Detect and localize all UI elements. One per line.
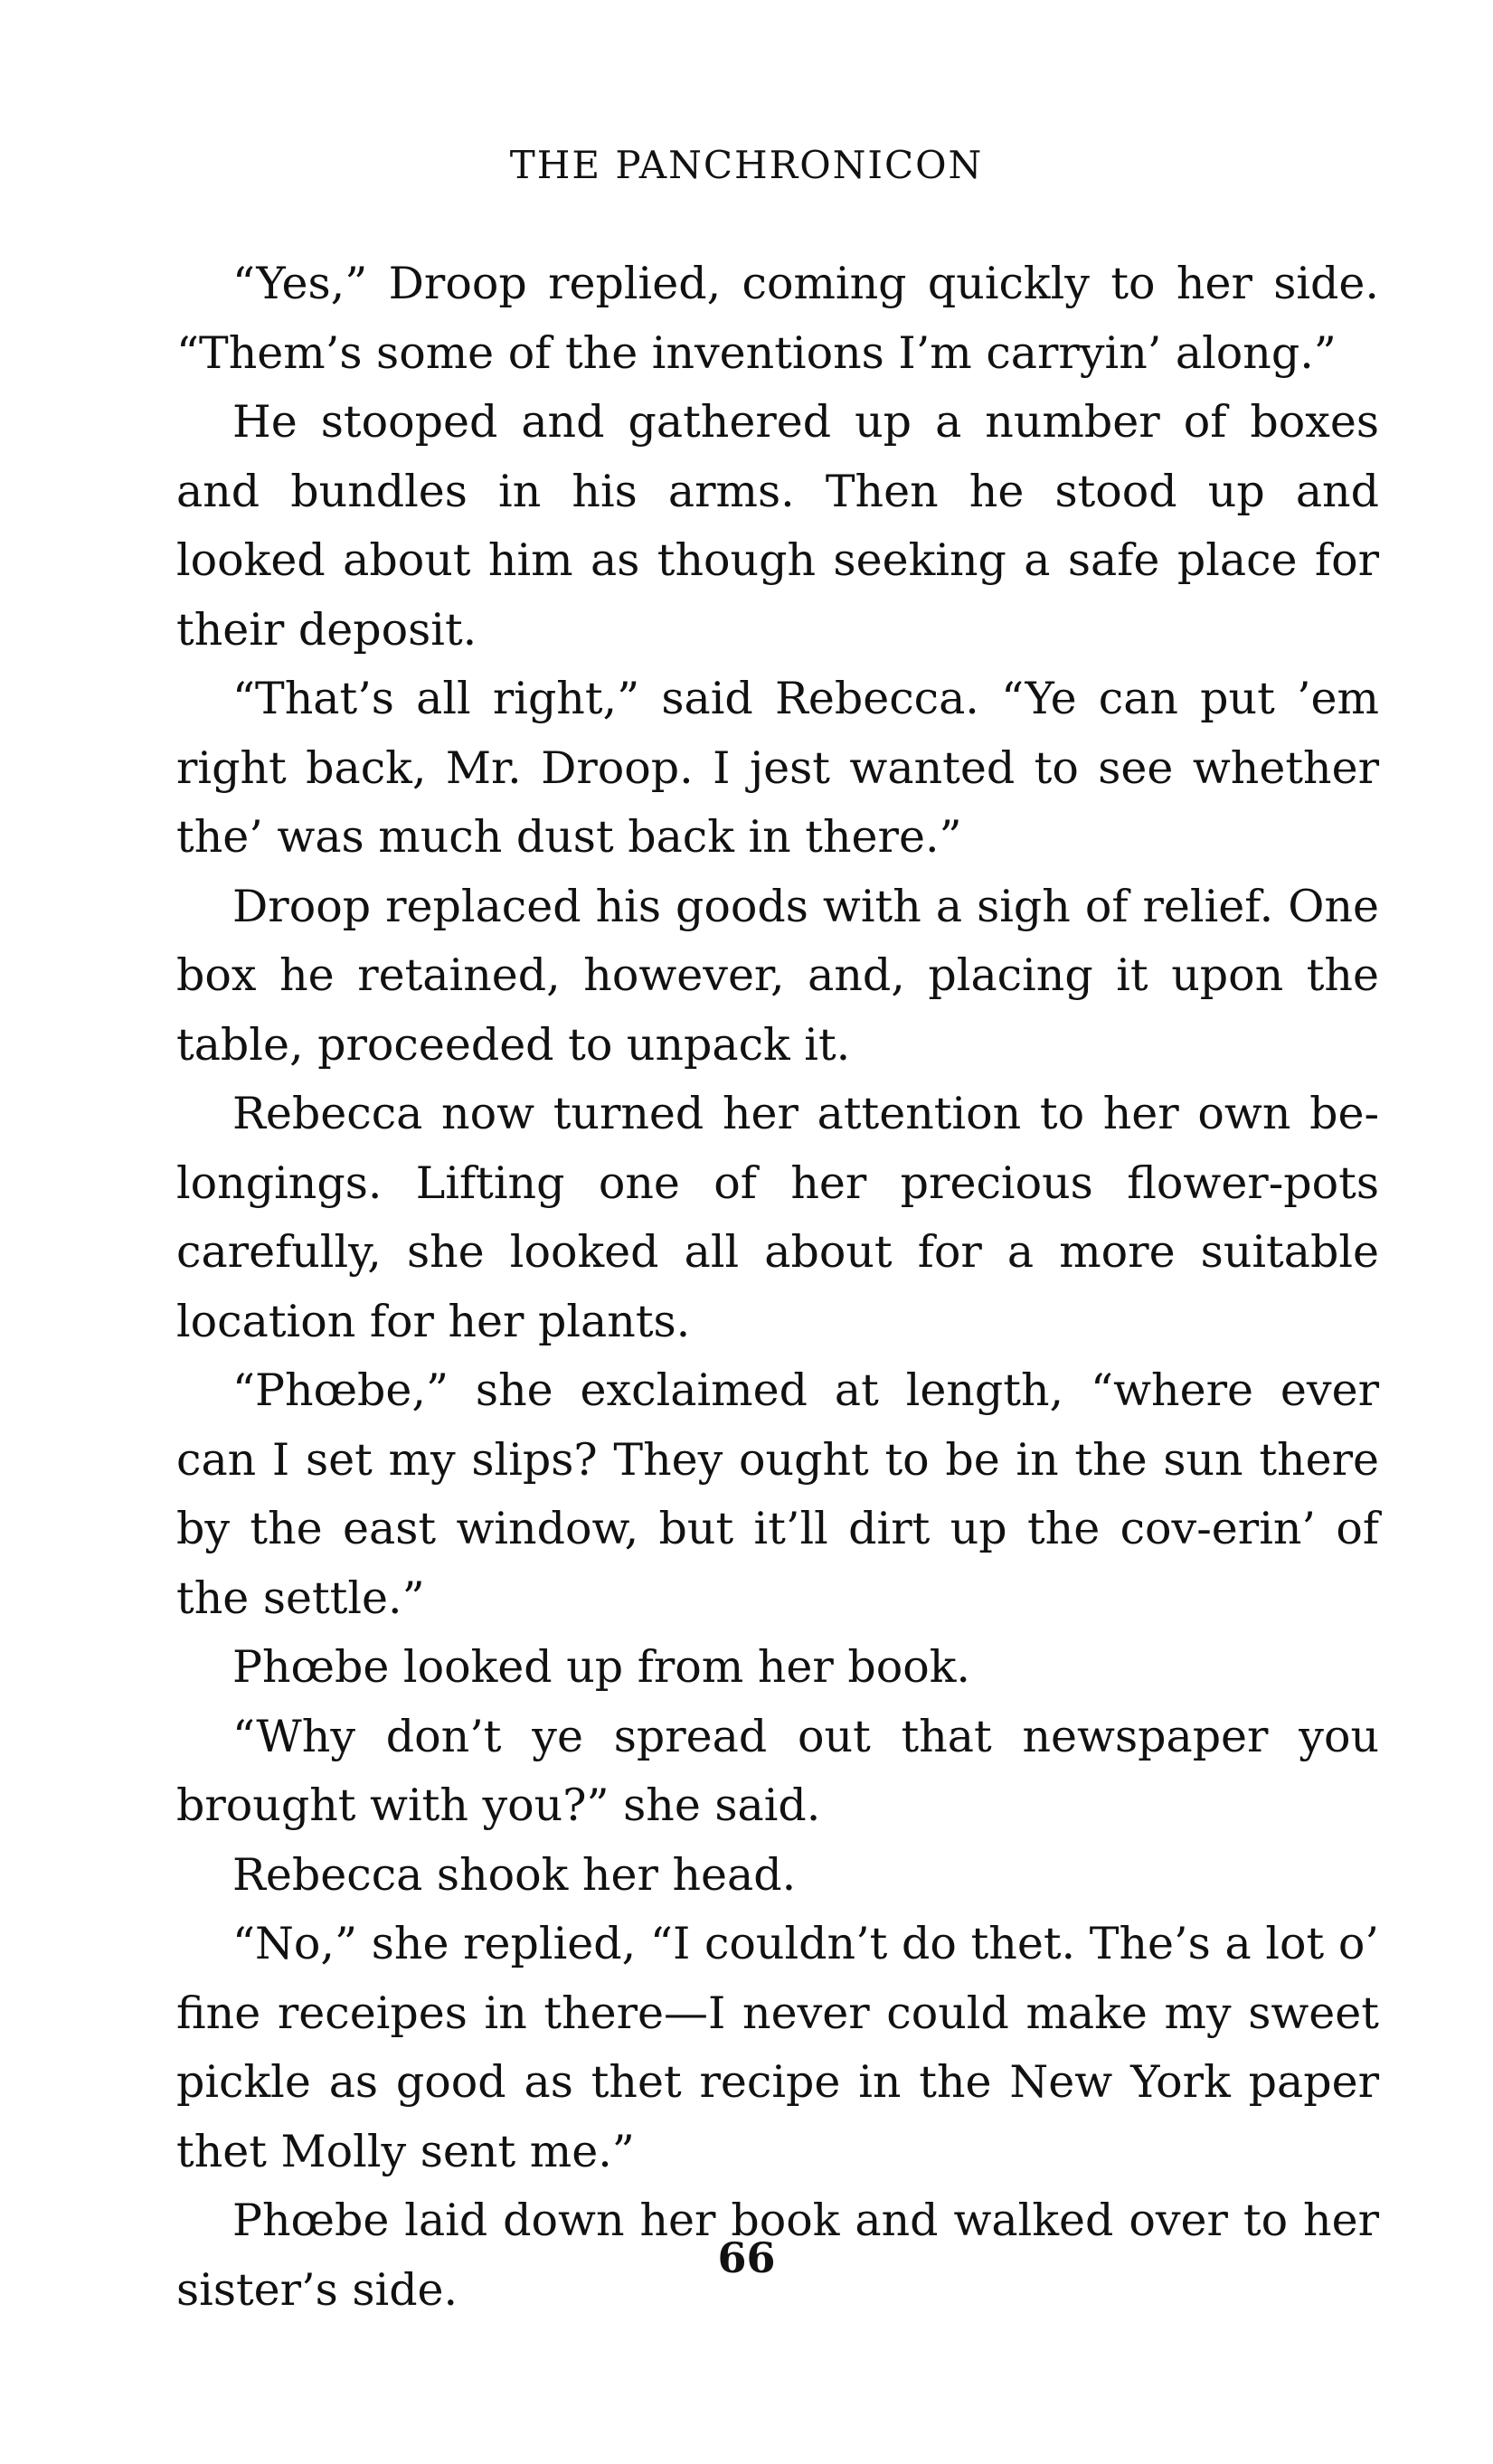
paragraph: He stooped and gathered up a number of boxes and bundles in his arms. Then he stood up and looked about him as though seeking a safe place for their deposit. xyxy=(176,396,1379,656)
paragraph: Phœbe looked up from her book. xyxy=(232,1641,971,1693)
running-head: THE PANCHRONICON xyxy=(509,143,984,187)
page-number: 66 xyxy=(717,2233,776,2282)
paragraph: Phœbe laid down her book and walked over to her sister’s side. xyxy=(176,2195,1379,2316)
paragraph: Droop replaced his goods with a sigh of relief. One box he retained, however, and, placing it upon the table, proceeded to unpack it. xyxy=(176,880,1379,1071)
paragraph: “Yes,” Droop replied, coming quickly to her side. “Them’s some of the inventions I’m carryin’ along.” xyxy=(176,258,1379,379)
paragraph: “Phœbe,” she exclaimed at length, “where ever can I set my slips? They ought to be in the sun there by the east window, but it’ll dirt up the cov-erin’ of the settle.” xyxy=(176,1364,1379,1624)
paragraph: Rebecca now turned her attention to her own be-longings. Lifting one of her precious flower-pots carefully, she looked all about for a more suitable location for her plants. xyxy=(176,1088,1379,1347)
paragraph: “Why don’t ye spread out that newspaper you brought with you?” she said. xyxy=(176,1710,1379,1831)
body-text xyxy=(176,250,1379,2325)
paragraph: “That’s all right,” said Rebecca. “Ye can put ’em right back, Mr. Droop. I jest wanted to see whether the’ was much dust back in there.” xyxy=(176,673,1379,863)
paragraph: “No,” she replied, “I couldn’t do thet. The’s a lot o’ fine receipes in there—I never could make my sweet pickle as good as thet recipe in the New York paper thet Molly sent me.” xyxy=(176,1918,1379,2177)
paragraph: Rebecca shook her head. xyxy=(232,1848,797,1901)
